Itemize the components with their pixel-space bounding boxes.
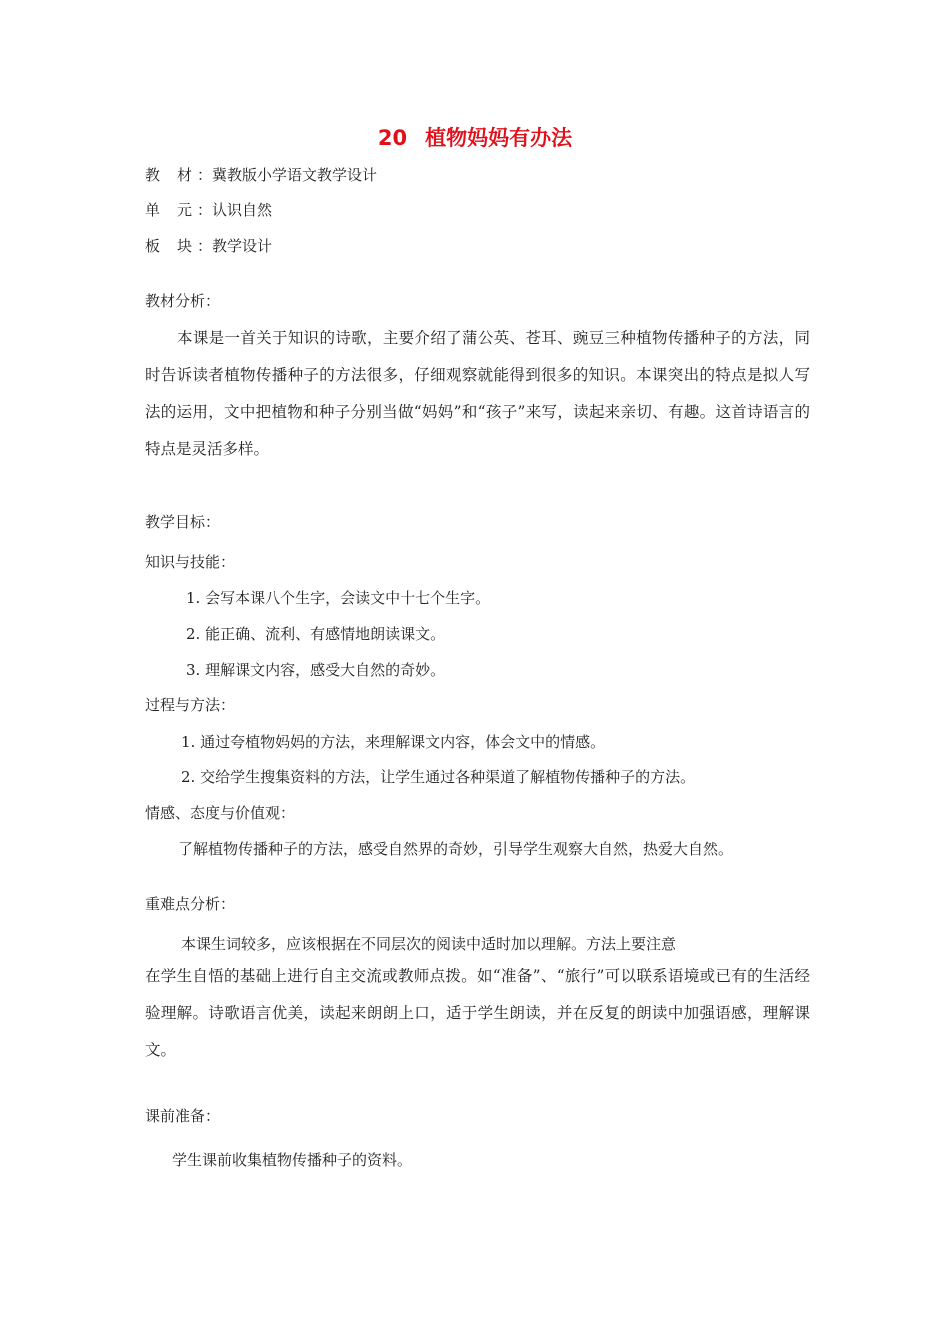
meta-textbook: 教 材 ：冀教版小学语文教学设计 [145, 166, 378, 184]
knowledge-heading: 知识与技能： [145, 553, 236, 571]
knowledge-item: 2. 能正确、流利、有感情地朗读课文。 [186, 625, 446, 643]
preparation-heading: 课前准备： [145, 1107, 221, 1125]
lesson-number: 20 [377, 126, 408, 150]
emotion-body: 了解植物传播种子的方法，感受自然界的奇妙，引导学生观察大自然，热爱大自然。 [178, 840, 734, 858]
preparation-body: 学生课前收集植物传播种子的资料。 [172, 1151, 413, 1169]
emotion-heading: 情感、态度与价值观： [145, 804, 296, 822]
analysis-body: 本课是一首关于知识的诗歌，主要介绍了蒲公英、苍耳、豌豆三种植物传播种子的方法，同时告诉读者植物传播种子的方法很多，仔细观察就能得到很多的知识。本课突出的特点是拟人写法的运用，文中把植物和种子分别当做“妈妈”和“孩子”来写，读起来亲切、有趣。这首诗语言的特点是灵活多样。 [145, 329, 810, 458]
meta-section: 板 块 ：教学设计 [145, 237, 273, 255]
knowledge-item: 1. 会写本课八个生字，会读文中十七个生字。 [186, 589, 491, 607]
meta-unit: 单 元 ：认识自然 [145, 201, 273, 219]
process-heading: 过程与方法： [145, 696, 236, 714]
difficulty-body: 在学生自悟的基础上进行自主交流或教师点拨。如“准备”、“旅行”可以联系语境或已有的生活经验理解。诗歌语言优美，读起来朗朗上口，适于学生朗读，并在反复的朗读中加强语感，理解课文。 [145, 967, 810, 1059]
analysis-heading: 教材分析： [145, 292, 221, 310]
process-item: 2. 交给学生搜集资料的方法，让学生通过各种渠道了解植物传播种子的方法。 [181, 768, 696, 786]
knowledge-item: 3. 理解课文内容，感受大自然的奇妙。 [186, 661, 446, 679]
difficulty-line1: 本课生词较多，应该根据在不同层次的阅读中适时加以理解。方法上要注意 [181, 935, 677, 953]
difficulty-heading: 重难点分析： [145, 895, 236, 913]
page-title [0, 122, 950, 152]
process-item: 1. 通过夸植物妈妈的方法，来理解课文内容，体会文中的情感。 [181, 733, 606, 751]
lesson-title: 植物妈妈有办法 [425, 126, 573, 150]
goals-heading: 教学目标： [145, 513, 221, 531]
